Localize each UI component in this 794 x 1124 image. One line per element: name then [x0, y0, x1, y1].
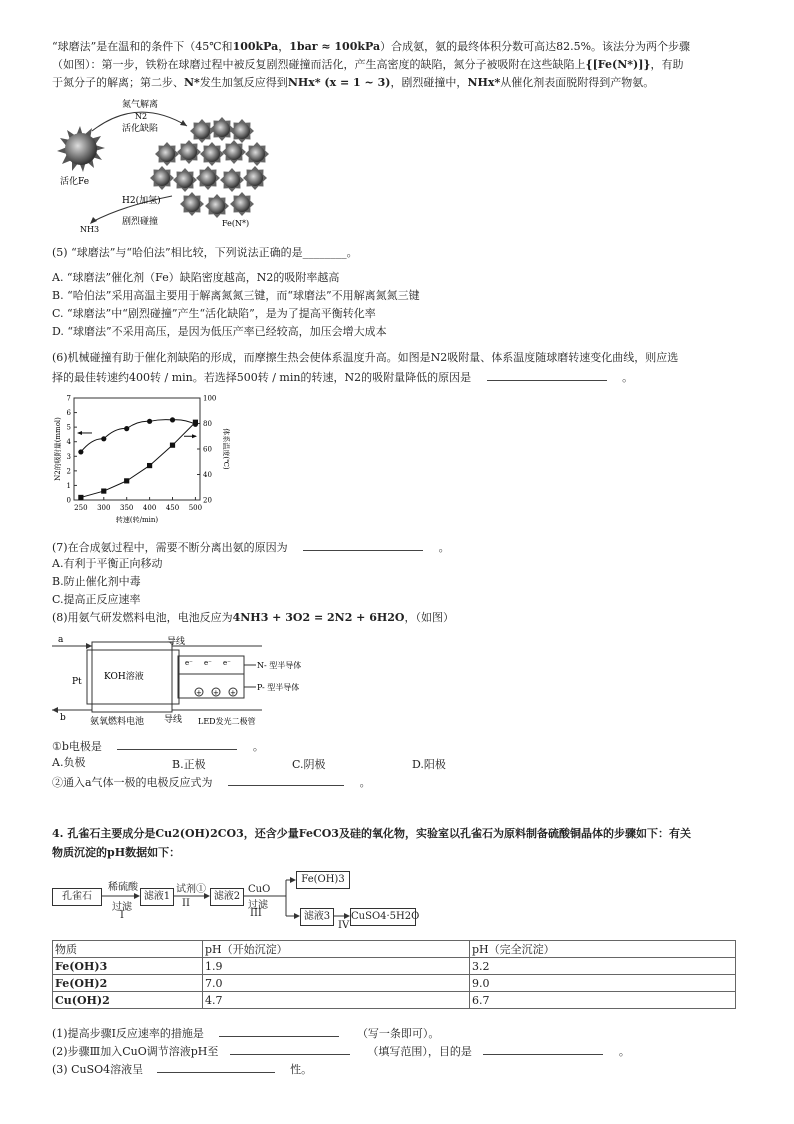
plot-frame: [74, 398, 200, 500]
y-right-tick-label: 20: [203, 496, 212, 505]
fe-n-sphere: [200, 142, 224, 166]
q4-sub2-blank-b[interactable]: [483, 1043, 603, 1055]
fe-n-sphere: [177, 140, 201, 164]
y-left-tick-label: 2: [66, 467, 71, 476]
fe-n-sphere: [243, 166, 267, 190]
n-semiconductor-label: N- 型半导体: [257, 661, 302, 670]
ore-box: 孔雀石: [52, 888, 102, 906]
svg-text:+: +: [213, 689, 219, 697]
fe-n-label: Fe(N*): [222, 219, 250, 228]
gas-b-label: b: [60, 713, 66, 723]
svg-text:e⁻: e⁻: [185, 659, 193, 667]
fe-n-sphere: [220, 168, 244, 192]
fe-n-sphere: [210, 117, 234, 141]
wire-bottom-label: 导线: [164, 715, 183, 725]
x-tick-label: 350: [120, 504, 134, 512]
q7-option-c: C.提高正反应速率: [52, 593, 141, 606]
q6-line-1: (6)机械碰撞有助于催化剂缺陷的形成，而摩擦生热会使体系温度升高。如图是N2吸附量、体系温度随球磨转速变化曲线，则应选: [52, 351, 679, 364]
table-row: Fe(OH)2 7.0 9.0: [53, 975, 736, 992]
table-row: Cu(OH)2 4.7 6.7: [53, 992, 736, 1009]
q8-sub1: ①b电极是 。: [52, 740, 264, 753]
data-point-square: [78, 495, 83, 500]
fe-n-sphere: [190, 119, 214, 143]
q4-sub2-blank-a[interactable]: [230, 1043, 350, 1055]
process-flowchart: 孔雀石 稀硫酸 过滤 I 滤液1 试剂① II 滤液2 CuO 过滤 III Fe(OH)3 滤液3 IV CuSO4·5H2O: [52, 866, 472, 936]
data-point-circle: [170, 417, 175, 422]
table-row: Fe(OH)3 1.9 3.2: [53, 958, 736, 975]
data-point-circle: [101, 436, 106, 441]
svg-text:+: +: [196, 689, 202, 697]
y-left-tick-label: 1: [66, 481, 71, 490]
product-box: CuSO4·5H2O: [350, 908, 416, 926]
table-header-row: 物质 pH（开始沉淀） pH（完全沉淀）: [53, 941, 736, 958]
filtrate2-box: 滤液2: [210, 888, 244, 906]
y-left-tick-label: 0: [66, 496, 71, 505]
x-tick-label: 400: [142, 504, 157, 512]
q5-stem: (5) “球磨法”与“哈伯法”相比较，下列说法正确的是________。: [52, 246, 358, 259]
fe-n-sphere: [173, 168, 197, 192]
defect-label: 活化缺陷: [122, 124, 159, 134]
activated-fe-label: 活化Fe: [60, 177, 90, 187]
ball-milling-diagram: [52, 96, 292, 236]
data-point-circle: [147, 419, 152, 424]
p-semiconductor-label: P- 型半导体: [257, 683, 300, 692]
cell-label: 氨氧燃料电池: [90, 717, 145, 727]
y-right-tick-label: 100: [203, 394, 217, 403]
data-point-square: [170, 443, 175, 448]
intro-line-2: （如图）：第一步，铁粉在球磨过程中被反复剧烈碰撞而活化，产生高密度的缺陷，氮分子被吸附在这些缺陷上{[Fe(N*)]}，有助: [52, 58, 684, 71]
q4-line-1: 4. 孔雀石主要成分是Cu2(OH)2CO3，还含少量FeCO3及硅的氧化物，实验室以孔雀石为原料制备硫酸铜晶体的步骤如下：有关: [52, 827, 691, 840]
y-right-tick-label: 60: [203, 445, 212, 454]
q5-option-c: C. “球磨法”中“剧烈碰撞”产生“活化缺陷”，是为了提高平衡转化率: [52, 307, 376, 320]
x-tick-label: 300: [97, 504, 111, 512]
y-left-tick-label: 4: [66, 438, 71, 447]
fe-n-sphere: [150, 166, 174, 190]
q8-option-b: B.正极: [172, 758, 206, 771]
q7-option-a: A.有利于平衡正向移动: [52, 557, 163, 570]
fe-n-sphere: [222, 140, 246, 164]
q4-sub3: (3) CuSO4溶液呈 性。: [52, 1063, 313, 1076]
q6-line-2: 择的最佳转速约400转 / min。若选择500转 / min的转速，N2的吸附量降低的原因是 。: [52, 371, 634, 384]
ph-table: [52, 940, 736, 1009]
intro-line-3: 于氮分子的解离；第二步、N*发生加氢反应得到NHx* (x = 1 ~ 3)，剧烈碰撞中，NHx*从催化剂表面脱附得到产物氨。: [52, 76, 655, 89]
data-point-circle: [124, 426, 129, 431]
fe-n-sphere: [180, 192, 204, 216]
feoh3-box: Fe(OH)3: [296, 871, 350, 889]
filtrate1-box: 滤液1: [140, 888, 174, 906]
fuel-cell-diagram: [52, 632, 322, 728]
q8-option-d: D.阳极: [412, 758, 446, 771]
q8-sub1-blank[interactable]: [117, 738, 237, 750]
q8-option-c: C.阴极: [292, 758, 326, 771]
fe-n-sphere: [196, 166, 220, 190]
series-line: [81, 422, 196, 497]
q8-stem: (8)用氨气研发燃料电池，电池反应为4NH3 + 3O2 = 2N2 + 6H2O，（如图）: [52, 611, 455, 624]
x-tick-label: 250: [74, 504, 88, 512]
y-left-tick-label: 7: [66, 394, 71, 403]
y-left-tick-label: 6: [66, 409, 71, 418]
q8-sub2-blank[interactable]: [228, 774, 344, 786]
y-right-axis-label: 体系温度(℃): [222, 428, 230, 470]
x-axis-label: 转速(转/min): [115, 516, 159, 524]
wire-top-label: 导线: [167, 637, 186, 647]
n2-label: N2: [135, 112, 148, 121]
fe-n-sphere: [155, 142, 179, 166]
svg-text:+: +: [230, 689, 236, 697]
nh3-label: NH3: [80, 225, 100, 234]
q8-sub2: ②通入a气体一极的电极反应式为 。: [52, 776, 371, 789]
svg-text:e⁻: e⁻: [204, 659, 212, 667]
y-left-axis-label: N2的吸附量(mmol): [54, 417, 62, 481]
y-right-tick-label: 40: [203, 471, 212, 479]
q8-option-a: A.负极: [52, 756, 86, 769]
q7-option-b: B.防止催化剂中毒: [52, 575, 141, 588]
gas-a-label: a: [58, 635, 64, 645]
data-point-square: [147, 463, 152, 468]
q4-sub1-blank[interactable]: [219, 1025, 339, 1037]
svg-text:e⁻: e⁻: [223, 659, 231, 667]
fe-n-sphere: [230, 119, 254, 143]
y-left-tick-label: 3: [66, 452, 71, 461]
data-point-square: [101, 488, 106, 493]
q4-line-2: 物质沉淀的pH数据如下：: [52, 846, 181, 859]
hydrogenation-label: H2(加氢): [122, 196, 161, 206]
y-right-tick-label: 80: [203, 420, 212, 428]
dissociation-label: 氮气解离: [122, 100, 159, 110]
activated-fe-sphere: [57, 126, 105, 172]
q5-option-b: B. “哈伯法”采用高温主要用于解离氮氮三键，而“球磨法”不用解离氮氮三键: [52, 289, 420, 302]
data-point-circle: [78, 449, 83, 454]
q4-sub1: (1)提高步骤Ⅰ反应速率的措施是 （写一条即可）。: [52, 1027, 440, 1040]
filtrate3-box: 滤液3: [300, 908, 334, 926]
fe-n-sphere: [245, 142, 269, 166]
q4-sub2: (2)步骤Ⅲ加入CuO调节溶液pH至 （填写范围），目的是 。: [52, 1045, 630, 1058]
q4-sub3-blank[interactable]: [157, 1061, 275, 1073]
q5-option-d: D. “球磨法”不采用高压，是因为低压产率已经较高，加压会增大成本: [52, 325, 387, 338]
koh-label: KOH溶液: [104, 672, 144, 682]
x-tick-label: 450: [165, 504, 180, 512]
x-tick-label: 500: [188, 504, 203, 512]
fe-n-sphere-cluster: [150, 117, 269, 218]
fe-n-sphere: [205, 194, 229, 218]
adsorption-temperature-chart: [52, 392, 242, 528]
data-point-square: [124, 478, 129, 483]
data-point-square: [193, 420, 198, 425]
q7-stem: (7)在合成氨过程中，需要不断分离出氨的原因为 。: [52, 541, 450, 554]
q7-answer-blank[interactable]: [303, 539, 423, 551]
led-label: LED发光二极管: [198, 717, 256, 726]
q5-option-a: A. “球磨法”催化剂（Fe）缺陷密度越高，N2的吸附率越高: [52, 271, 340, 284]
intro-line-1: “球磨法”是在温和的条件下（45℃和100kPa，1bar ≈ 100kPa）合成氨，氨的最终体积分数可高达82.5%。该法分为两个步骤: [52, 40, 691, 53]
series-line: [81, 420, 196, 452]
fe-n-sphere: [230, 192, 254, 216]
pt-label: Pt: [72, 677, 82, 687]
y-left-tick-label: 5: [66, 423, 71, 432]
collision-label: 剧烈碰撞: [122, 217, 159, 227]
q6-answer-blank[interactable]: [487, 369, 607, 381]
